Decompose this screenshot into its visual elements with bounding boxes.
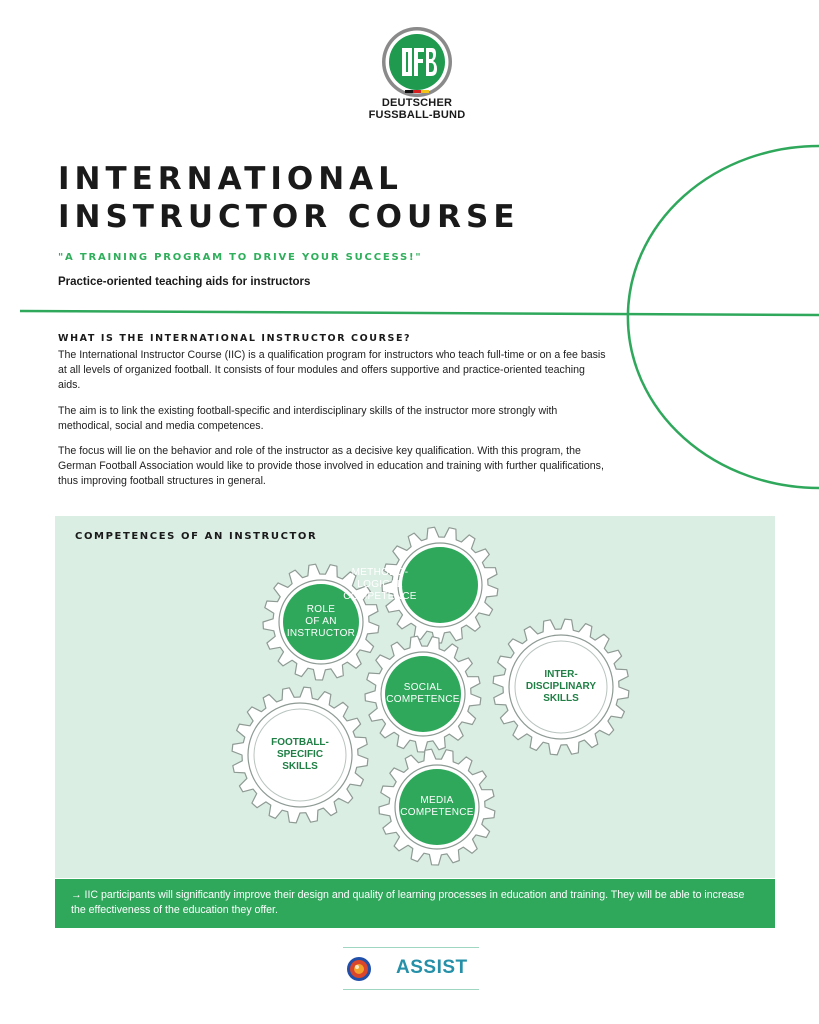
gear-media-line-2: COMPETENCE — [400, 807, 474, 818]
intro-paragraph: The International Instructor Course (IIC) is a qualification program for instructors who teach full-time or on a fee basis at all levels of organized football. It consists of four modules and offers supportive and practice-oriented teaching aids. — [58, 349, 606, 391]
dfb-crest-icon — [381, 26, 453, 98]
title-line-1: INTERNATIONAL — [58, 161, 403, 197]
gear-social-line-2: COMPETENCE — [386, 694, 460, 705]
gear-label-football — [250, 722, 350, 788]
gear-label-media — [387, 774, 487, 840]
gear-label-interdisciplinary — [511, 654, 611, 720]
gear-methodological-line-3: COMPETENCE — [343, 591, 417, 602]
gear-methodological-line-1: METHODO- — [351, 567, 409, 578]
gear-media-line-1: MEDIA — [420, 795, 454, 806]
assist-rule-bottom — [343, 989, 479, 990]
gear-label-social — [373, 661, 473, 727]
org-name-line-2: FUSSBALL-BUND — [368, 109, 466, 121]
subtitle: Practice-oriented teaching aids for instructors — [58, 276, 311, 288]
org-name — [340, 97, 494, 121]
gear-interdisciplinary-line-3: SKILLS — [543, 693, 579, 704]
gear-role-line-1: ROLE — [306, 604, 336, 615]
tagline: "A TRAINING PROGRAM TO DRIVE YOUR SUCCESS!" — [58, 252, 423, 263]
gear-football-line-1: FOOTBALL- — [271, 737, 329, 748]
gear-interdisciplinary-line-1: INTER- — [544, 669, 578, 680]
focus-paragraph: The focus will lie on the behavior and role of the instructor as a decisive key qualification. With this program, the German Football Association would like to provide those involved in education and training with further qualifications, thus improving football structures in general. — [58, 445, 604, 487]
gear-social-line-1: SOCIAL — [403, 682, 443, 693]
gear-label-role — [271, 589, 371, 655]
section-heading: WHAT IS THE INTERNATIONAL INSTRUCTOR COURSE? — [58, 333, 412, 344]
assist-brand: ASSIST — [396, 957, 468, 978]
assist-rule-top — [343, 947, 479, 948]
gear-role-line-2: OF AN — [305, 616, 337, 627]
page-title — [58, 160, 618, 236]
uefa-emblem-icon — [346, 956, 372, 982]
gear-football-line-2: SPECIFIC — [276, 749, 324, 760]
title-line-2: INSTRUCTOR COURSE — [58, 199, 520, 235]
gear-role-line-3: INSTRUCTOR — [286, 628, 356, 639]
gear-football-line-3: SKILLS — [282, 761, 318, 772]
gear-methodological-line-2: LOGICAL — [357, 579, 403, 590]
org-name-line-1: DEUTSCHER — [381, 97, 453, 109]
gear-interdisciplinary-line-2: DISCIPLINARY — [525, 681, 597, 692]
conclusion-banner: → IIC participants will significantly improve their design and quality of learning processes in education and training. They will be able to increase the effectiveness of the education they offer. — [55, 879, 775, 928]
competences-heading: COMPETENCES OF AN INSTRUCTOR — [75, 531, 318, 542]
aim-paragraph: The aim is to link the existing football-specific and interdisciplinary skills of the instructor more strongly with methodical, social and media competences. — [58, 405, 558, 432]
